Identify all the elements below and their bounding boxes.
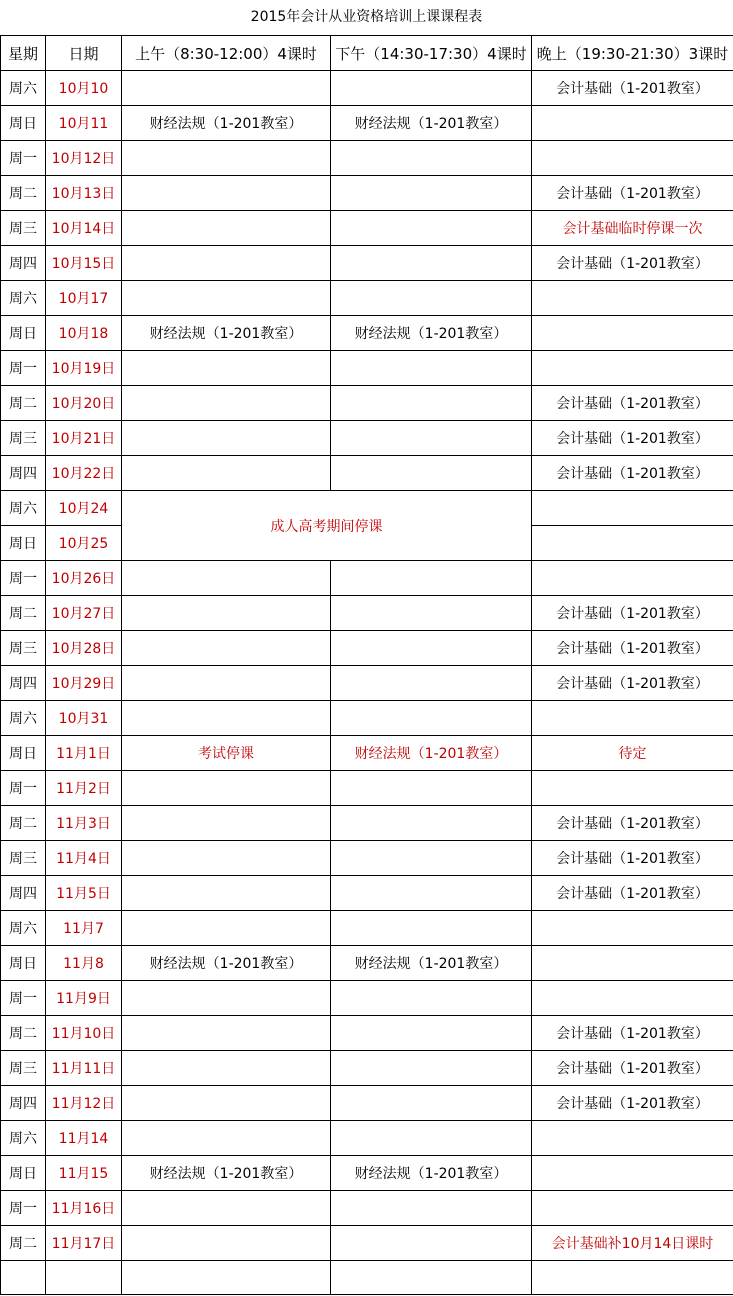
morning-cell [122, 876, 331, 911]
evening-cell [532, 141, 733, 176]
date-cell: 11月15 [46, 1156, 122, 1191]
morning-cell [122, 1086, 331, 1121]
empty-row [1, 1261, 733, 1295]
evening-cell [532, 1191, 733, 1226]
table-row [1, 736, 733, 771]
empty-cell [532, 1261, 733, 1295]
morning-cell [122, 771, 331, 806]
table-row [1, 456, 733, 491]
evening-cell: 会计基础（1-201教室） [532, 71, 733, 106]
evening-cell: 会计基础（1-201教室） [532, 806, 733, 841]
evening-cell [532, 981, 733, 1016]
afternoon-cell [331, 281, 532, 316]
evening-cell [532, 1121, 733, 1156]
evening-cell: 会计基础（1-201教室） [532, 176, 733, 211]
table-row [1, 141, 733, 176]
evening-cell: 会计基础（1-201教室） [532, 666, 733, 701]
table-row [1, 106, 733, 141]
afternoon-cell [331, 1226, 532, 1261]
morning-cell [122, 386, 331, 421]
weekday-cell: 周一 [1, 1191, 46, 1226]
afternoon-cell [331, 561, 532, 596]
date-cell: 10月12日 [46, 141, 122, 176]
schedule-table [0, 35, 733, 1295]
table-row [1, 981, 733, 1016]
morning-cell [122, 351, 331, 386]
table-row [1, 421, 733, 456]
date-cell: 10月13日 [46, 176, 122, 211]
afternoon-cell [331, 211, 532, 246]
weekday-cell: 周六 [1, 281, 46, 316]
afternoon-cell [331, 421, 532, 456]
afternoon-cell [331, 666, 532, 701]
date-cell: 10月25 [46, 526, 122, 561]
afternoon-cell [331, 456, 532, 491]
morning-cell [122, 1051, 331, 1086]
evening-cell [532, 946, 733, 981]
afternoon-cell [331, 1016, 532, 1051]
date-cell: 10月27日 [46, 596, 122, 631]
weekday-cell: 周六 [1, 1121, 46, 1156]
evening-cell: 会计基础（1-201教室） [532, 631, 733, 666]
afternoon-cell: 财经法规（1-201教室） [331, 946, 532, 981]
morning-cell [122, 911, 331, 946]
morning-cell [122, 596, 331, 631]
schedule-title: 2015年会计从业资格培训上课课程表 [250, 9, 483, 25]
weekday-cell: 周三 [1, 421, 46, 456]
table-row [1, 946, 733, 981]
morning-cell [122, 141, 331, 176]
date-cell: 10月20日 [46, 386, 122, 421]
table-row [1, 176, 733, 211]
morning-cell [122, 806, 331, 841]
afternoon-cell [331, 1086, 532, 1121]
header-morning: 上午（8:30-12:00）4课时 [122, 36, 331, 71]
header-date: 日期 [46, 36, 122, 71]
evening-cell: 会计基础（1-201教室） [532, 386, 733, 421]
weekday-cell: 周六 [1, 71, 46, 106]
date-cell: 10月24 [46, 491, 122, 526]
weekday-cell: 周日 [1, 736, 46, 771]
date-cell: 11月3日 [46, 806, 122, 841]
table-row [1, 71, 733, 106]
evening-cell [532, 351, 733, 386]
morning-cell [122, 1121, 331, 1156]
afternoon-cell [331, 1051, 532, 1086]
table-row [1, 491, 733, 526]
table-row [1, 246, 733, 281]
table-row [1, 666, 733, 701]
afternoon-cell [331, 806, 532, 841]
afternoon-cell: 财经法规（1-201教室） [331, 1156, 532, 1191]
weekday-cell: 周日 [1, 316, 46, 351]
date-cell: 10月15日 [46, 246, 122, 281]
weekday-cell: 周四 [1, 1086, 46, 1121]
morning-cell: 考试停课 [122, 736, 331, 771]
morning-cell [122, 421, 331, 456]
date-cell: 10月10 [46, 71, 122, 106]
date-cell: 10月21日 [46, 421, 122, 456]
afternoon-cell [331, 981, 532, 1016]
empty-cell [122, 1261, 331, 1295]
weekday-cell: 周三 [1, 841, 46, 876]
morning-cell: 财经法规（1-201教室） [122, 946, 331, 981]
table-row [1, 876, 733, 911]
table-row [1, 911, 733, 946]
morning-cell [122, 1191, 331, 1226]
weekday-cell: 周二 [1, 596, 46, 631]
morning-cell [122, 561, 331, 596]
evening-cell: 会计基础（1-201教室） [532, 876, 733, 911]
evening-cell [532, 491, 733, 526]
evening-cell [532, 526, 733, 561]
weekday-cell: 周四 [1, 246, 46, 281]
table-row [1, 1226, 733, 1261]
date-cell: 11月11日 [46, 1051, 122, 1086]
afternoon-cell [331, 71, 532, 106]
morning-cell: 财经法规（1-201教室） [122, 316, 331, 351]
weekday-cell: 周四 [1, 876, 46, 911]
weekday-cell: 周一 [1, 351, 46, 386]
weekday-cell: 周六 [1, 701, 46, 736]
evening-cell: 会计基础临时停课一次 [532, 211, 733, 246]
date-cell: 11月7 [46, 911, 122, 946]
table-row [1, 386, 733, 421]
table-row [1, 351, 733, 386]
table-row [1, 316, 733, 351]
afternoon-cell [331, 631, 532, 666]
date-cell: 10月19日 [46, 351, 122, 386]
evening-cell: 会计基础（1-201教室） [532, 421, 733, 456]
table-row [1, 631, 733, 666]
date-cell: 11月9日 [46, 981, 122, 1016]
date-cell: 10月26日 [46, 561, 122, 596]
weekday-cell: 周二 [1, 386, 46, 421]
date-cell: 11月16日 [46, 1191, 122, 1226]
weekday-cell: 周四 [1, 666, 46, 701]
morning-cell [122, 701, 331, 736]
date-cell: 10月29日 [46, 666, 122, 701]
evening-cell: 会计基础（1-201教室） [532, 1051, 733, 1086]
header-row [1, 36, 733, 71]
evening-cell [532, 106, 733, 141]
morning-cell [122, 981, 331, 1016]
header-afternoon: 下午（14:30-17:30）4课时 [331, 36, 532, 71]
date-cell: 11月14 [46, 1121, 122, 1156]
evening-cell: 会计基础（1-201教室） [532, 841, 733, 876]
weekday-cell: 周二 [1, 1016, 46, 1051]
table-row [1, 1086, 733, 1121]
afternoon-cell [331, 771, 532, 806]
evening-cell: 待定 [532, 736, 733, 771]
date-cell: 11月10日 [46, 1016, 122, 1051]
date-cell: 10月14日 [46, 211, 122, 246]
evening-cell [532, 316, 733, 351]
table-row [1, 281, 733, 316]
weekday-cell: 周六 [1, 911, 46, 946]
table-row [1, 1051, 733, 1086]
evening-cell: 会计基础（1-201教室） [532, 246, 733, 281]
table-row [1, 1191, 733, 1226]
afternoon-cell [331, 596, 532, 631]
weekday-cell: 周一 [1, 981, 46, 1016]
weekday-cell: 周三 [1, 1051, 46, 1086]
morning-cell [122, 281, 331, 316]
afternoon-cell [331, 351, 532, 386]
table-row [1, 1016, 733, 1051]
date-cell: 10月31 [46, 701, 122, 736]
date-cell: 11月1日 [46, 736, 122, 771]
date-cell: 10月11 [46, 106, 122, 141]
afternoon-cell [331, 876, 532, 911]
afternoon-cell [331, 386, 532, 421]
weekday-cell: 周一 [1, 771, 46, 806]
date-cell: 10月18 [46, 316, 122, 351]
date-cell: 10月22日 [46, 456, 122, 491]
morning-cell [122, 176, 331, 211]
table-row [1, 1121, 733, 1156]
afternoon-cell [331, 701, 532, 736]
date-cell: 11月17日 [46, 1226, 122, 1261]
table-row [1, 1156, 733, 1191]
afternoon-cell [331, 911, 532, 946]
evening-cell [532, 701, 733, 736]
evening-cell [532, 281, 733, 316]
table-row [1, 771, 733, 806]
evening-cell [532, 771, 733, 806]
weekday-cell: 周一 [1, 561, 46, 596]
weekday-cell: 周三 [1, 211, 46, 246]
afternoon-cell [331, 246, 532, 281]
header-evening: 晚上（19:30-21:30）3课时 [532, 36, 733, 71]
table-row [1, 701, 733, 736]
evening-cell: 会计基础（1-201教室） [532, 456, 733, 491]
afternoon-cell: 财经法规（1-201教室） [331, 316, 532, 351]
weekday-cell: 周日 [1, 946, 46, 981]
weekday-cell: 周二 [1, 1226, 46, 1261]
empty-cell [331, 1261, 532, 1295]
morning-cell [122, 841, 331, 876]
afternoon-cell [331, 1121, 532, 1156]
evening-cell [532, 1156, 733, 1191]
morning-cell [122, 631, 331, 666]
date-cell: 11月4日 [46, 841, 122, 876]
morning-cell [122, 666, 331, 701]
empty-cell [46, 1261, 122, 1295]
afternoon-cell [331, 176, 532, 211]
weekday-cell: 周二 [1, 176, 46, 211]
table-row [1, 596, 733, 631]
morning-cell [122, 1016, 331, 1051]
date-cell: 10月17 [46, 281, 122, 316]
morning-cell [122, 456, 331, 491]
weekday-cell: 周日 [1, 1156, 46, 1191]
afternoon-cell [331, 841, 532, 876]
morning-cell: 财经法规（1-201教室） [122, 1156, 331, 1191]
weekday-cell: 周四 [1, 456, 46, 491]
afternoon-cell: 财经法规（1-201教室） [331, 106, 532, 141]
afternoon-cell [331, 141, 532, 176]
evening-cell: 会计基础（1-201教室） [532, 1086, 733, 1121]
evening-cell: 会计基础（1-201教室） [532, 596, 733, 631]
date-cell: 11月2日 [46, 771, 122, 806]
closure-notice-cell: 成人高考期间停课 [122, 491, 532, 561]
evening-cell [532, 911, 733, 946]
header-weekday: 星期 [1, 36, 46, 71]
morning-cell [122, 246, 331, 281]
morning-cell [122, 211, 331, 246]
empty-cell [1, 1261, 46, 1295]
weekday-cell: 周日 [1, 526, 46, 561]
afternoon-cell: 财经法规（1-201教室） [331, 736, 532, 771]
evening-cell: 会计基础（1-201教室） [532, 1016, 733, 1051]
weekday-cell: 周日 [1, 106, 46, 141]
weekday-cell: 周一 [1, 141, 46, 176]
table-row [1, 561, 733, 596]
table-row [1, 211, 733, 246]
date-cell: 10月28日 [46, 631, 122, 666]
morning-cell [122, 71, 331, 106]
date-cell: 11月5日 [46, 876, 122, 911]
table-row [1, 841, 733, 876]
weekday-cell: 周二 [1, 806, 46, 841]
date-cell: 11月8 [46, 946, 122, 981]
table-row [1, 806, 733, 841]
evening-cell [532, 561, 733, 596]
morning-cell: 财经法规（1-201教室） [122, 106, 331, 141]
weekday-cell: 周六 [1, 491, 46, 526]
afternoon-cell [331, 1191, 532, 1226]
morning-cell [122, 1226, 331, 1261]
evening-cell: 会计基础补10月14日课时 [532, 1226, 733, 1261]
weekday-cell: 周三 [1, 631, 46, 666]
date-cell: 11月12日 [46, 1086, 122, 1121]
